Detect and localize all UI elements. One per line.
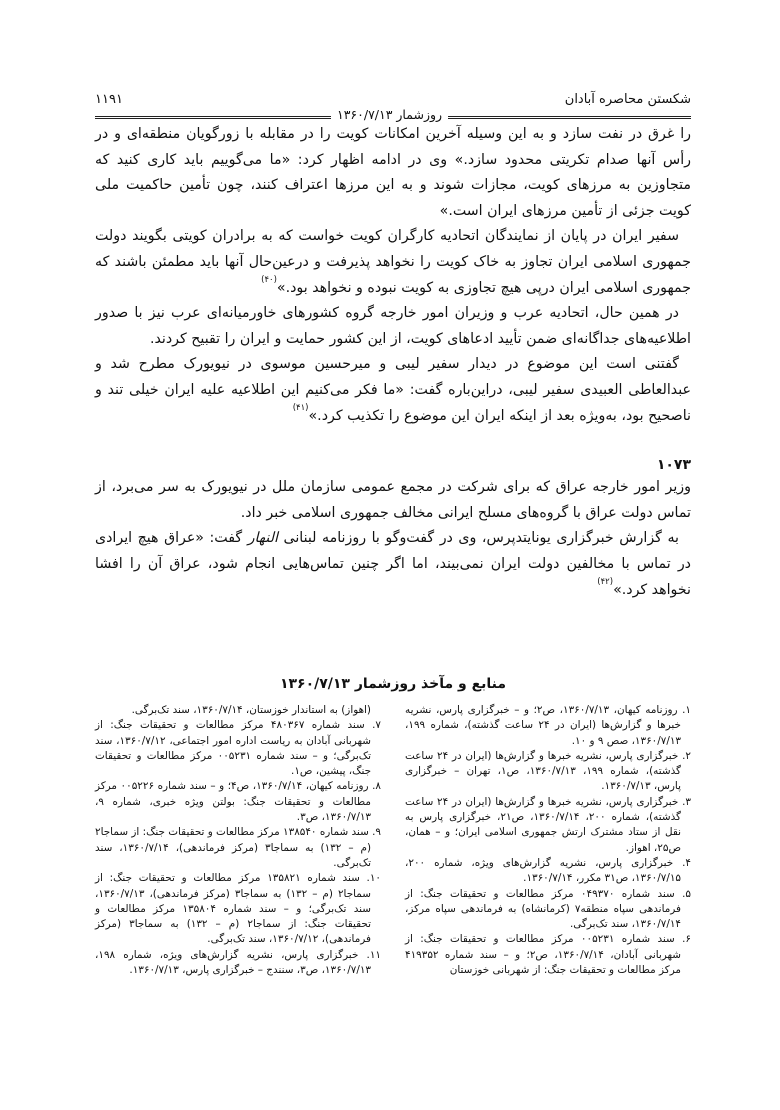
source-item: ۸. روزنامه کیهان، ۱۳۶۰/۷/۱۴، ص۴؛ و – سند شماره ۰۰۵۲۲۶ مرکز مطالعات و تحقیقات جنگ: بولتن ویژه خبری، شماره ۹، ۱۳۶۰/۷/۱۳، ص۳. [95, 780, 381, 824]
sources-list [95, 703, 691, 978]
source-item-continuation: (اهواز) به استاندار خوزستان، ۱۳۶۰/۷/۱۴، سند تک‌برگی. [131, 704, 371, 716]
chronicle-date: روزشمار ۱۳۶۰/۷/۱۳ [331, 107, 448, 122]
paragraph-text: گفت: «عراق هیچ ایرادی در تماس با مخالفین دولت ایران نمی‌بیند، اما اگر چنین تماس‌هایی انجام شود، عراق آن را افشا نخواهد کرد.» [95, 530, 691, 598]
paragraph: در همین حال، اتحادیه عرب و وزیران امور خارجه گروه کشورهای خاورمیانه‌ای عرب نیز با صدور اطلاعیه‌های جداگانه‌ای ضمن تأیید ادعاهای کویت، از این کشور حمایت و ایران را تقبیح کردند. [95, 305, 691, 347]
sources-left-column [95, 703, 381, 978]
paragraph-text: گفتنی است این موضوع در دیدار سفیر لیبی و میرحسین موسوی در نیویورک مطرح شد و عبدالعاطی العبیدی سفیر لیبی، دراین‌باره گفت: «ما فکر می‌کنیم این اطلاعیه علیه ایران خیلی تند و ناصحیح بود، به‌ویژه بعد از اینکه ایران این موضوع را تکذیب کرد.» [95, 356, 691, 424]
section-number: ۱۰۷۳ [656, 457, 691, 474]
source-item: ۱۰. سند شماره ۱۳۵۸۲۱ مرکز مطالعات و تحقیقات جنگ: از سماجا۲ (م – ۱۳۲) به سماجا۳ (مرکز فرماندهی)، ۱۳۶۰/۷/۱۳، سند تک‌برگی؛ و – سند شماره ۱۳۵۸۰۴ مرکز مطالعات و تحقیقات جنگ: از سماجا۲ (م – ۱۳۲) به سماجا۳ (مرکز فرماندهی)، ۱۳۶۰/۷/۱۲، سند تک‌برگی. [95, 872, 381, 946]
source-item: ۴. خبرگزاری پارس، نشریه گزارش‌های ویژه، شماره ۲۰۰، ۱۳۶۰/۷/۱۵، ص۳۱ مکرر، ۱۳۶۰/۷/۱۴. [405, 856, 691, 885]
newspaper-name: النهار [247, 530, 278, 547]
source-item: ۷. سند شماره ۴۸۰۳۶۷ مرکز مطالعات و تحقیقات جنگ: از شهربانی آبادان به ریاست اداره امور اجتماعی، ۱۳۶۰/۷/۱۲، سند تک‌برگی؛ و – سند شماره ۰۰۵۲۳۱ مرکز مطالعات و تحقیقات جنگ، پیشین، ص۱. [95, 719, 381, 778]
source-item: ۳. خبرگزاری پارس، نشریه خبرها و گزارش‌ها (ایران در ۲۴ ساعت گذشته)، شماره ۲۰۰، ۱۳۶۰/۷/۱۴، ص۲۱، خبرگزاری پارس به نقل از ستاد مشترک ارتش جمهوری اسلامی ایران؛ و – همان، ص۲۵، اهواز. [405, 795, 692, 854]
paragraph-text: به گزارش خبرگزاری یونایتدپرس، وی در گفت‌وگو با روزنامه لبنانی [277, 530, 679, 547]
sources-right-column [405, 703, 691, 978]
paragraph [95, 224, 691, 301]
running-header [95, 92, 691, 122]
paragraph [95, 526, 691, 603]
source-item: ۲. خبرگزاری پارس، نشریه خبرها و گزارش‌ها (ایران در ۲۴ ساعت گذشته)، شماره ۱۹۹، ۱۳۶۰/۷/۱۳، ص۱، تهران – خبرگزاری پارس، ۱۳۶۰/۷/۱۳. [405, 749, 692, 793]
footnote-ref: (۴۰) [261, 274, 277, 285]
footnote-ref: (۴۲) [597, 576, 614, 587]
source-item: ۶. سند شماره ۰۰۵۲۳۱ مرکز مطالعات و تحقیقات جنگ: از شهربانی آبادان، ۱۳۶۰/۷/۱۴، ص۲؛ و – سند شماره ۴۱۹۳۵۲ مرکز مطالعات و تحقیقات جنگ: از شهربانی خوزستان [405, 933, 691, 977]
book-title: شکستن محاصره آبادان [564, 92, 691, 107]
paragraph [95, 352, 691, 429]
source-item: ۱. روزنامه کیهان، ۱۳۶۰/۷/۱۳، ص۲؛ و – خبرگزاری پارس، نشریه خبرها و گزارش‌ها (ایران در ۲۴ ساعت گذشته)، شماره ۱۹۹، ۱۳۶۰/۷/۱۳، صص ۹ و ۱۰. [405, 704, 692, 747]
source-item: ۵. سند شماره ۰۴۹۳۷۰ مرکز مطالعات و تحقیقات جنگ: از فرماندهی سپاه منطقه۷ (کرمانشاه) به فرماندهی سپاه مرکز، ۱۳۶۰/۷/۱۴، سند تک‌برگی. [405, 887, 691, 931]
footnote-ref: (۴۱) [292, 402, 309, 413]
page-number: ۱۱۹۱ [95, 92, 123, 107]
paragraph: وزیر امور خارجه عراق که برای شرکت در مجمع عمومی سازمان ملل در نیویورک به سر می‌برد، از تماس دولت عراق با گروه‌های مسلح ایرانی مخالف جمهوری اسلامی خبر داد. [95, 479, 691, 521]
main-text [95, 122, 691, 603]
paragraph: را غرق در نفت سازد و به این وسیله آخرین امکانات کویت را در مقابله با زورگویان منطقه‌ای و در رأس آنها صدام تکریتی محدود سازد.» وی در ادامه اظهار کرد: «ما می‌گوییم باید کاری کنید که متجاوزین به مرزهای کویت، مجازات شوند و به این مرزها اعتراف کنند، چون تأمین حاکمیت ملی کویت جزئی از تأمین مرزهای ایران است.» [95, 126, 691, 219]
sources-title: منابع و مآخذ روزشمار ۱۳۶۰/۷/۱۳ [279, 676, 507, 692]
source-item: ۱۱. خبرگزاری پارس، نشریه گزارش‌های ویژه، شماره ۱۹۸، ۱۳۶۰/۷/۱۳، ص۳، سنندج – خبرگزاری پارس، ۱۳۶۰/۷/۱۳. [95, 948, 381, 977]
paragraph-text: سفیر ایران در پایان از نمایندگان اتحادیه کارگران کویت خواست که به برادران کویتی بگویند دولت جمهوری اسلامی ایران تجاوز به خاک کویت را نخواهد پذیرفت و درعین‌حال آنها باید مطمئن باشند که جمهوری اسلامی ایران درپی هیچ تجاوزی به کویت نبوده و نخواهد بود.» [95, 228, 691, 296]
source-item: ۹. سند شماره ۱۳۸۵۴۰ مرکز مطالعات و تحقیقات جنگ: از سماجا۲ (م – ۱۳۲) به سماجا۳ (مرکز فرماندهی)، ۱۳۶۰/۷/۱۴، سند تک‌برگی. [95, 826, 381, 869]
